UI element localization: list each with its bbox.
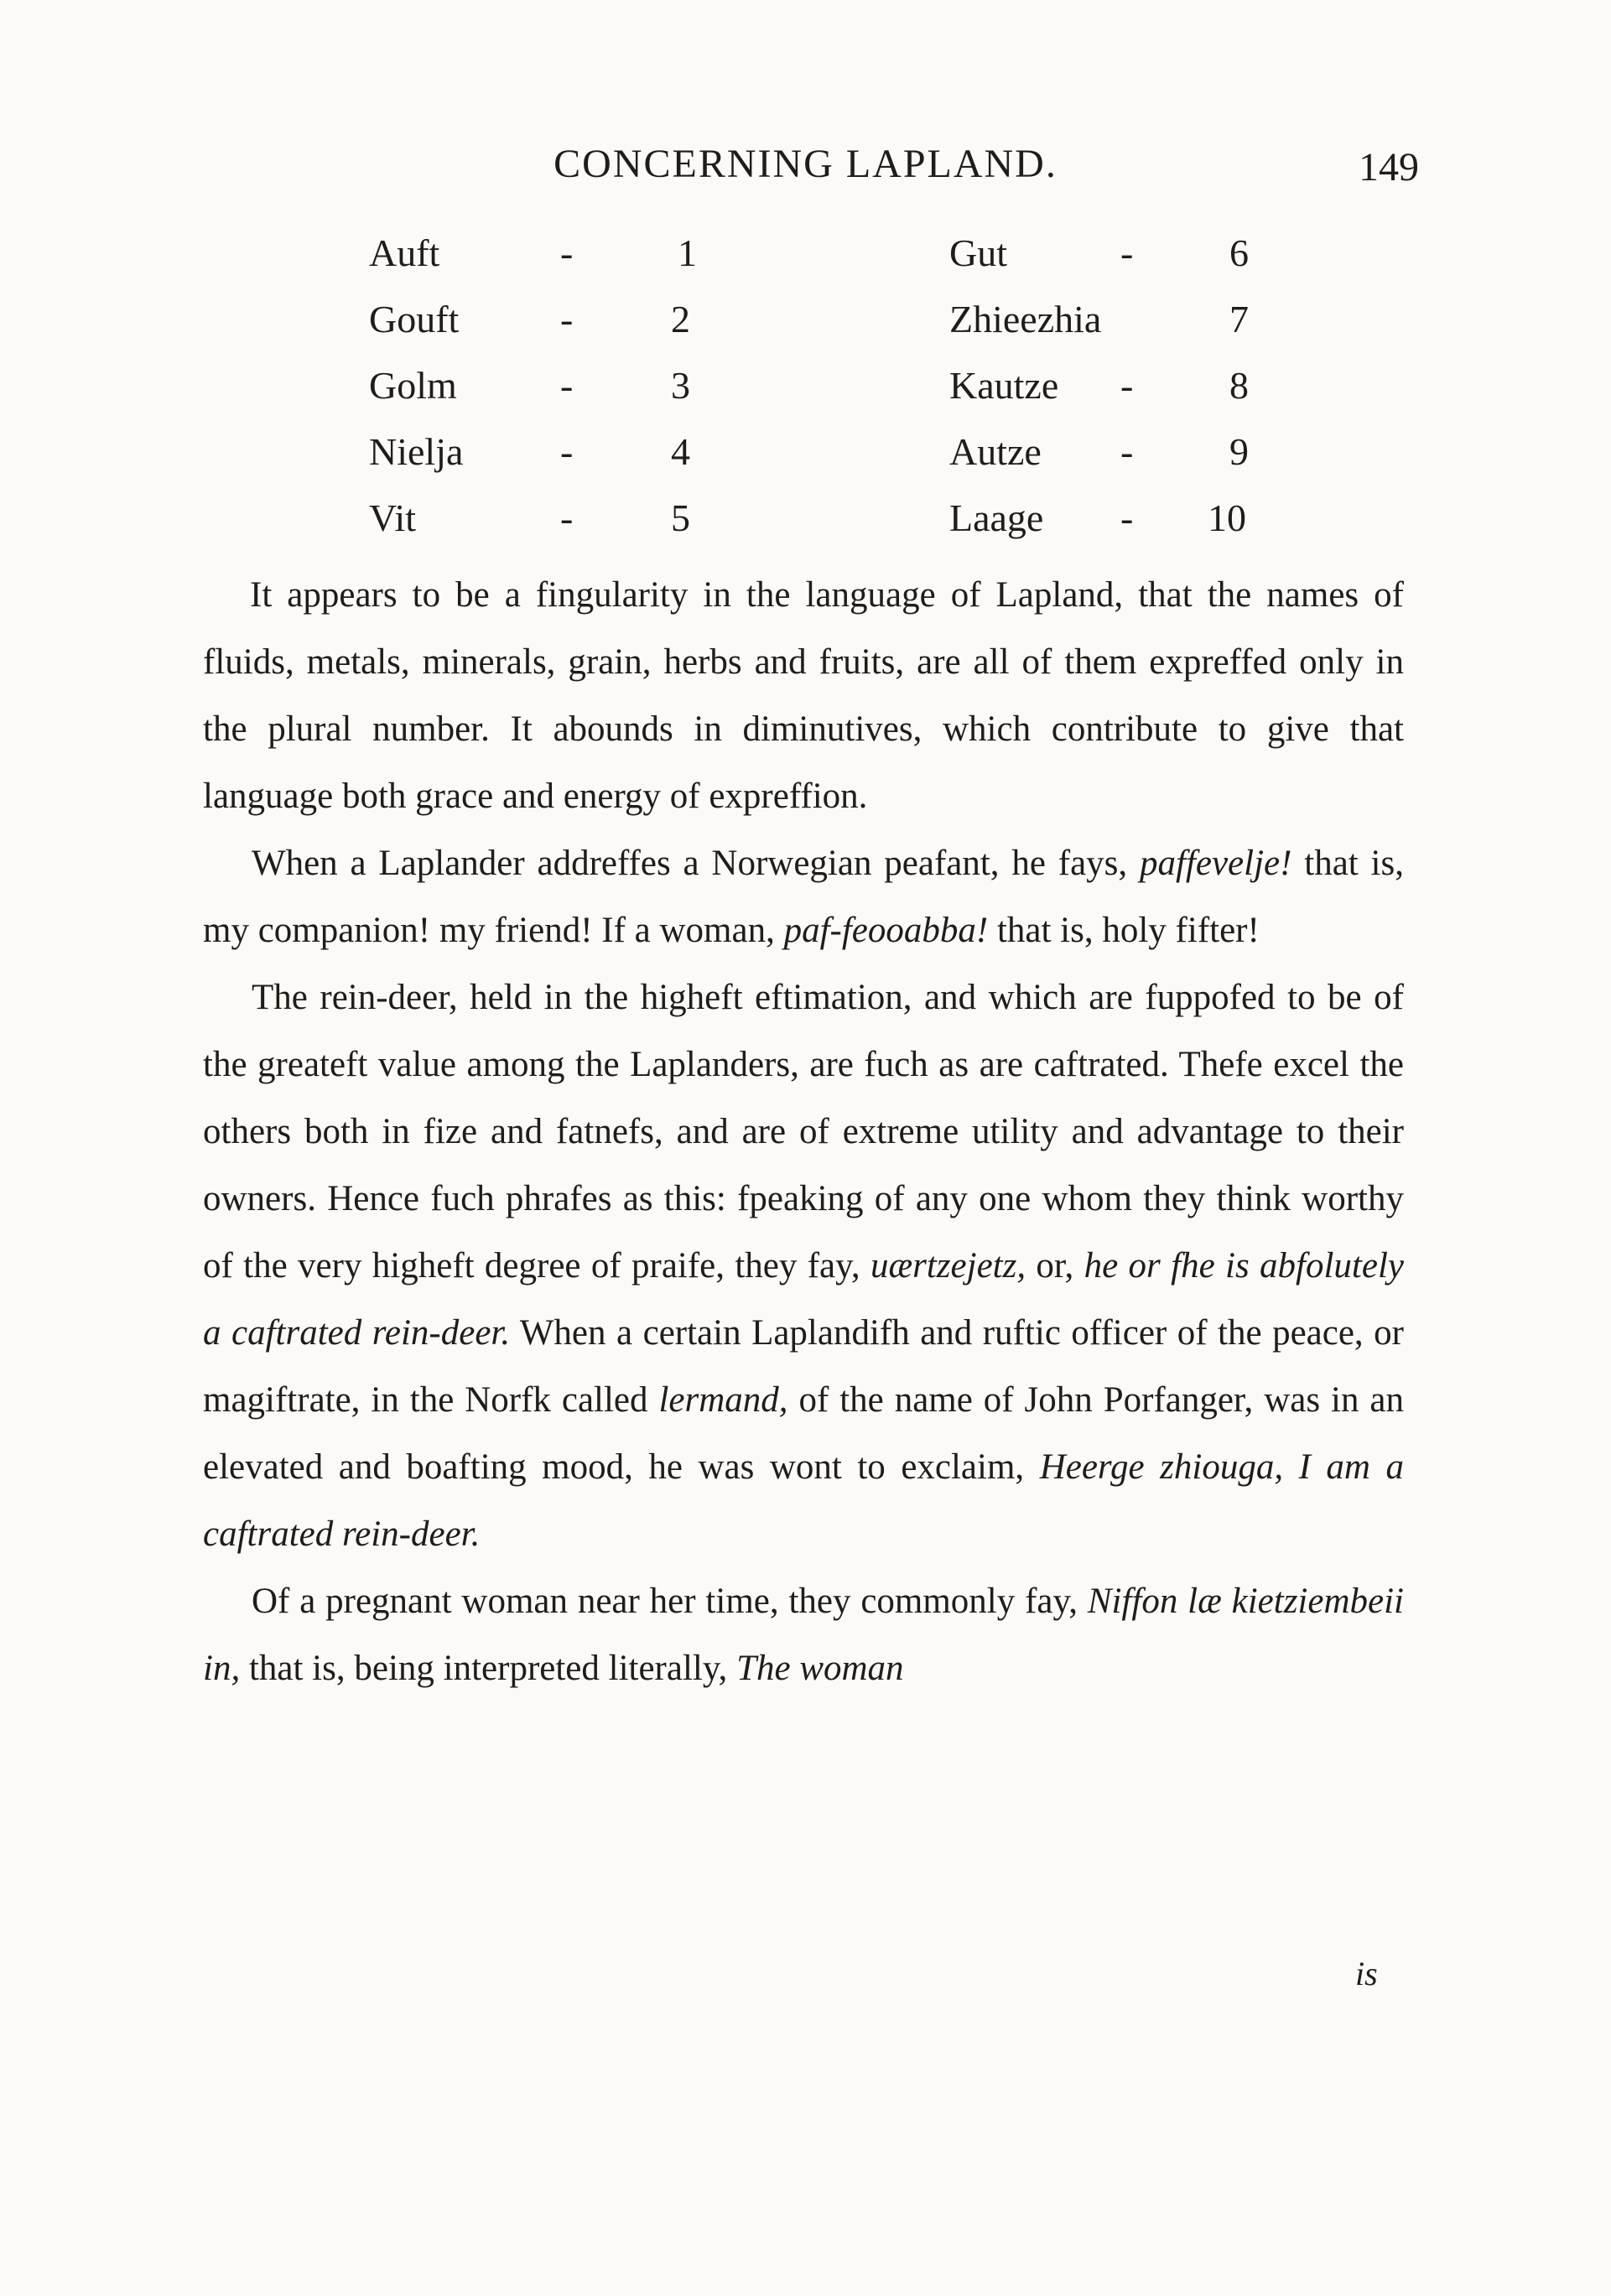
translation-phrase: he or fhe is abfolutely a caftrated rein-deer. — [203, 1246, 1404, 1353]
paragraph — [203, 1568, 1404, 1702]
numeral-word: Laage — [949, 496, 1044, 539]
numeral-word: Auft — [369, 231, 440, 274]
numeral-value: 1 — [678, 231, 697, 274]
numeral-word: Gut — [949, 231, 1007, 274]
paragraph — [203, 830, 1404, 964]
numeral-dash: - — [560, 364, 574, 407]
paragraph-text: that is, being interpreted literally, — [240, 1649, 737, 1688]
numeral-dash: - — [560, 298, 574, 340]
numeral-word: Kautze — [949, 364, 1059, 407]
lapp-phrase: uærtzejetz, — [870, 1246, 1026, 1286]
paragraph — [203, 964, 1404, 1568]
paragraph-text: of the name of John Porfanger, was in an elevated and boafting mood, he was wont to exclaim, — [203, 1380, 1404, 1487]
numeral-value: 7 — [1229, 298, 1249, 340]
lapp-phrase: Heerge zhiouga, I am a caftrated rein-deer. — [203, 1447, 1404, 1554]
lapp-phrase: Niffon læ kietziembeii in, — [203, 1582, 1404, 1688]
numeral-value: 5 — [671, 496, 690, 539]
paragraph-text: When a certain Laplandifh and ruftic officer of the peace, or magiftrate, in the Norfk called — [203, 1313, 1404, 1420]
numeral-dash: - — [1120, 231, 1134, 274]
body-text — [203, 562, 1404, 1702]
numeral-dash: - — [1120, 364, 1134, 407]
numeral-word: Gouft — [369, 298, 460, 340]
numeral-value: 8 — [1229, 364, 1249, 407]
lapp-phrase: paffevelje! — [1139, 844, 1292, 883]
paragraph-text: that is, my companion! my friend! If a woman, — [203, 844, 1404, 950]
running-header: CONCERNING LAPLAND. — [553, 142, 1058, 186]
numeral-word: Nielja — [369, 430, 464, 473]
numeral-value: 9 — [1229, 430, 1249, 473]
numeral-dash: - — [560, 496, 574, 539]
paragraph-text: Of a pregnant woman near her time, they commonly fay, — [252, 1582, 1088, 1621]
translation-phrase: The woman — [736, 1649, 904, 1688]
lapp-phrase: paf-feooabba! — [783, 911, 989, 950]
catchword: is — [1355, 1955, 1378, 1992]
numeral-word: Golm — [369, 364, 457, 407]
numeral-dash: - — [1120, 430, 1134, 473]
numeral-dash: - — [560, 430, 574, 473]
paragraph-text: or, — [1026, 1246, 1084, 1286]
numeral-dash: - — [560, 231, 574, 274]
paragraph-text: that is, holy fifter! — [988, 911, 1260, 950]
numeral-value: 4 — [671, 430, 690, 473]
numeral-word: Zhieezhia — [949, 298, 1102, 340]
numeral-value: 2 — [671, 298, 690, 340]
paragraph-text: The rein-deer, held in the higheft eftimation, and which are fuppofed to be of the greateft value among the Laplanders, are fuch as are caftrated. Thefe excel the others both in fize and fatnefs, and are of extreme utility and advantage to their owners. Hence fuch phrafes as this: fpeaking of any one whom they think worthy of the very higheft degree of praife, they fay, — [203, 978, 1404, 1286]
paragraph — [203, 562, 1404, 830]
page-number: 149 — [1359, 145, 1419, 190]
paragraph-text: When a Laplander addreffes a Norwegian peafant, he fays, — [252, 844, 1140, 883]
numeral-value: 10 — [1208, 496, 1246, 539]
lapp-term: lermand, — [658, 1380, 788, 1420]
numeral-value: 6 — [1229, 231, 1249, 274]
numeral-word: Autze — [949, 430, 1042, 473]
numeral-value: 3 — [671, 364, 690, 407]
paragraph-text: It appears to be a fingularity in the language of Lapland, that the names of fluids, metals, minerals, grain, herbs and fruits, are all of them expreffed only in the plural number. It abounds in diminutives, which contribute to give that language both grace and energy of expreffion. — [203, 575, 1404, 816]
numeral-dash: - — [1120, 496, 1134, 539]
numeral-word: Vit — [369, 496, 417, 539]
